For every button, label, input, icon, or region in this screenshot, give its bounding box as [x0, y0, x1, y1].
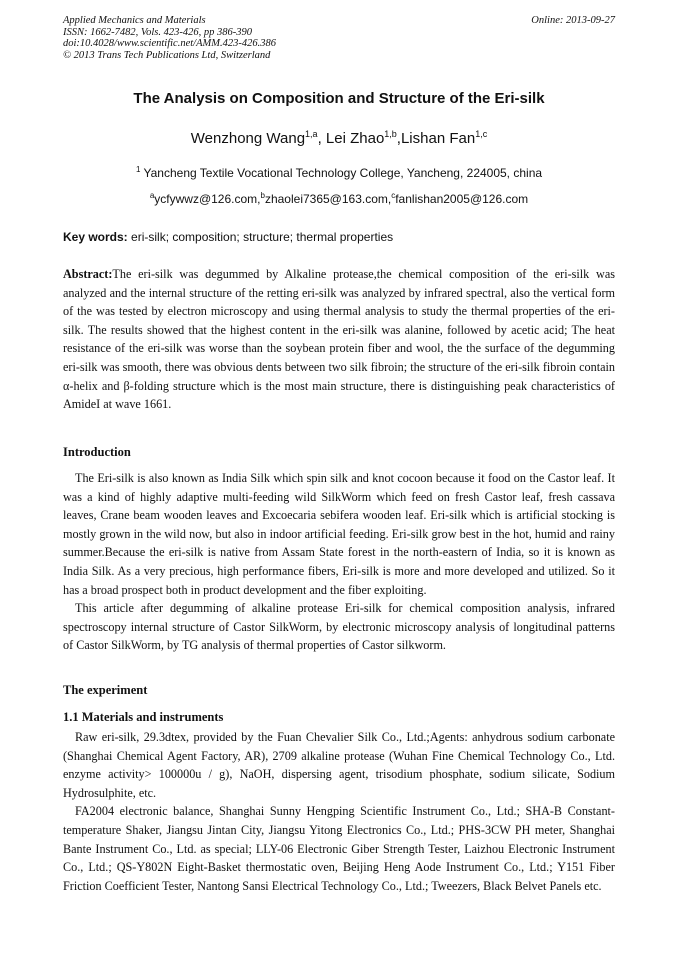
- email-address[interactable]: ycfywwz@126.com,: [154, 192, 261, 206]
- email-address[interactable]: zhaolei7365@163.com,: [264, 192, 392, 206]
- paragraph: Raw eri-silk, 29.3dtex, provided by the Fuan Chevalier Silk Co., Ltd.;Agents: anhydrous sodium carbonate (Shanghai Chemical Agent Factory, AR), 2709 alkaline protease (Wuhan Fine Chemical Technology Co., Ltd. enzyme activity> 100000u / g), NaOH, dispersing agent, trisodium phosphate, sodium silicate, Sodium Hydrosulphite, etc.: [63, 730, 615, 800]
- paragraph: The Eri-silk is also known as India Silk which spin silk and knot cocoon because it food on the Castor leaf. It was a kind of highly adaptive multi-feeding wild SilkWorm which feed on fresh Castor leaf, fresh cassava leaves, Crane beam wooden leaves and Excoecaria sebifera wooden leaf. Eri-silk which is artificial stocking is mostly grown in the wild now, but also in indoor artificial feeding. Eri-silk grow best in the hot, humid and rainy summer.Because the eri-silk is native from Assam State forest in the north-eastern of India, so it is known as India Silk. As a very precious, high performance fibers, Eri-silk is more and more developed and utilized. So it has a broad prospect both in product development and the fiber exploiting.: [63, 471, 615, 597]
- email-address[interactable]: fanlishan2005@126.com: [395, 192, 529, 206]
- abstract-label: Abstract:: [63, 267, 113, 281]
- keywords-label: Key words:: [63, 230, 128, 244]
- keywords: [63, 230, 615, 244]
- journal-header: [63, 15, 276, 61]
- journal-name: Applied Mechanics and Materials: [63, 15, 206, 26]
- email-mark: b: [260, 191, 265, 200]
- materials-subheading: 1.1 Materials and instruments: [63, 710, 224, 724]
- online-date: Online: 2013-09-27: [531, 15, 615, 26]
- email-list: [0, 191, 678, 206]
- author-name: Wenzhong Wang: [190, 130, 306, 147]
- author-affil-mark: 1,c: [475, 129, 488, 139]
- affiliation: [0, 165, 678, 180]
- issn-line: ISSN: 1662-7482, Vols. 423-426, pp 386-390: [63, 26, 252, 38]
- author-separator: ,: [396, 130, 401, 147]
- keywords-text: eri-silk; composition; structure; thermal properties: [131, 230, 394, 244]
- author-list: [0, 129, 678, 147]
- affiliation-text: Yancheng Textile Vocational Technology College, Yancheng, 224005, china: [143, 166, 543, 180]
- introduction-body: [63, 469, 615, 655]
- experiment-heading: The experiment: [63, 683, 148, 697]
- author-separator: ,: [317, 130, 326, 147]
- paragraph: FA2004 electronic balance, Shanghai Sunny Hengping Scientific Instrument Co., Ltd.; SHA-B Constant-temperature Shaker, Jiangsu Jintan City, Jiangsu Yitong Electronics Co., Ltd.; PHS-3CW PH meter, Shanghai Bante Instrument Co., Ltd. as special; LLY-06 Electronic Giber Strength Tester, Laizhou Electronic Instrument Co., Ltd.; QS-Y802N Eight-Basket thermostatic oven, Beijing Heng Aode Instrument Co., Ltd.; Y151 Fiber Friction Coefficient Tester, Nantong Sansi Electrical Technology Co., Ltd.; Tweezers, Black Belvet Panels etc.: [63, 804, 615, 893]
- introduction-heading: Introduction: [63, 445, 131, 459]
- paragraph: This article after degumming of alkaline protease Eri-silk for chemical composition analysis, infrared spectroscopy internal structure of Castor SilkWorm, by electronic microscopy analysis of longitudinal patterns of Castor SilkWorm, by TG analysis of thermal properties of Castor silkworm.: [63, 601, 615, 653]
- author-name: Lei Zhao: [325, 130, 385, 147]
- author-affil-mark: 1,b: [384, 129, 397, 139]
- email-mark: a: [149, 191, 155, 200]
- abstract: [63, 265, 615, 414]
- author-affil-mark: 1,a: [305, 129, 318, 139]
- affiliation-mark: 1: [135, 165, 141, 174]
- abstract-text: The eri-silk was degummed by Alkaline protease,the chemical composition of the eri-silk was analyzed and the internal structure of the retting eri-silk was analyzed by infrared spectral, also the vertical form of the was tested by electron microscopy and using thermal analysis to study the thermal properties of the eri-silk. The results showed that the highest content in the eri-silk was alanine, followed by acetic acid; The heat resistance of the eri-silk was worse than the soybean protein fiber and wool, the the surface of the degumming eri-silk was smooth, there was obvious dents between two silk fibroin; the structure of the eri-silk fibroin contain α-helix and β-folding structure which is the most main structure, there is distinguishing peak characteristics of AmideI at wave 1661.: [63, 267, 615, 412]
- doi-line: doi:10.4028/www.scientific.net/AMM.423-426.386: [63, 38, 276, 49]
- email-mark: c: [391, 191, 396, 200]
- author-name: Lishan Fan: [400, 130, 476, 147]
- paper-title: The Analysis on Composition and Structure of the Eri-silk: [133, 90, 545, 107]
- copyright-line: © 2013 Trans Tech Publications Ltd, Switzerland: [63, 49, 271, 61]
- materials-body: [63, 728, 615, 895]
